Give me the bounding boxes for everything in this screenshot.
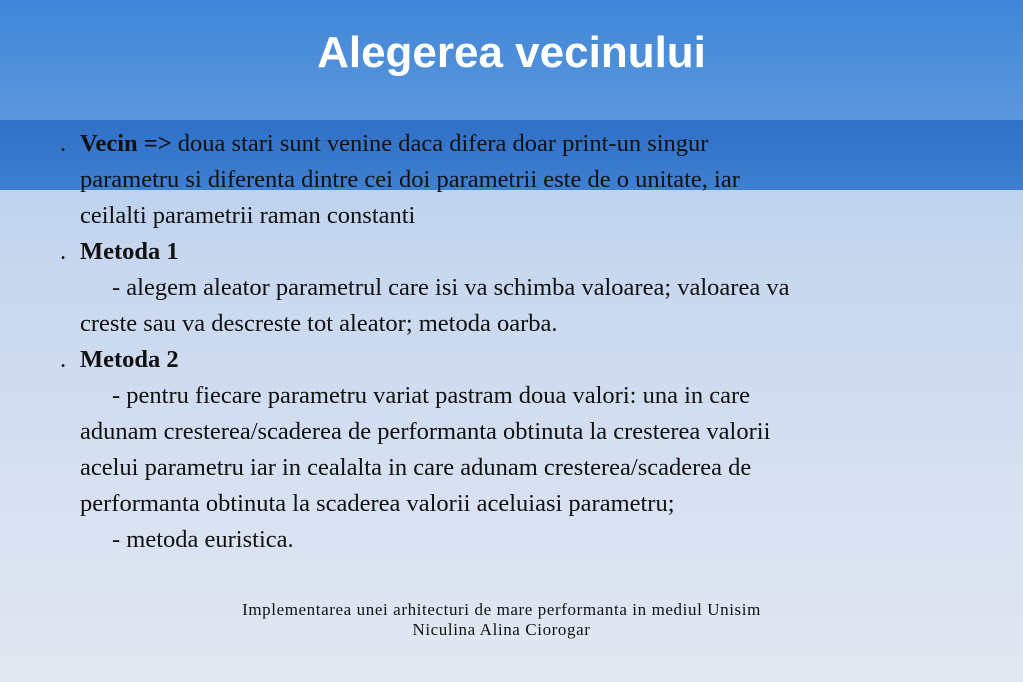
item-text: acelui parametru iar in cealalta in care adunam cresterea/scaderea de [80,454,752,481]
item-text: creste sau va descreste tot aleator; metoda oarba. [80,310,558,337]
term-metoda-2: Metoda 2 [80,346,179,373]
item-text: ceilalti parametrii raman constanti [80,202,416,229]
list-item-metoda-1 [60,234,980,270]
item-text: parametru si diferenta dintre cei doi parametrii este de o unitate, iar [80,166,740,193]
bullet-icon: . [60,130,67,157]
footer-author: Niculina Alina Ciorogar [412,620,591,639]
term-metoda-1: Metoda 1 [80,238,179,265]
list-item-metoda-2 [60,342,980,378]
slide-title: Alegerea vecinului [317,28,706,77]
bullet-icon: . [60,346,67,373]
item-text: - metoda euristica. [112,526,294,553]
footer-line: Implementarea unei arhitecturi de mare performanta in mediul Unisim [242,600,761,619]
item-text: - alegem aleator parametrul care isi va schimba valoarea; valoarea va [112,274,790,301]
slide-body [60,126,980,558]
bullet-icon: . [60,238,67,265]
item-text: performanta obtinuta la scaderea valorii aceluiasi parametru; [80,490,675,517]
item-text: - pentru fiecare parametru variat pastram doua valori: una in care [112,382,751,409]
list-item-vecin [60,126,980,162]
term-vecin: Vecin => [80,130,172,157]
item-text: doua stari sunt venine daca difera doar print-un singur [171,130,709,157]
slide-footer [0,600,1003,640]
item-text: adunam cresterea/scaderea de performanta obtinuta la cresterea valorii [80,418,771,445]
